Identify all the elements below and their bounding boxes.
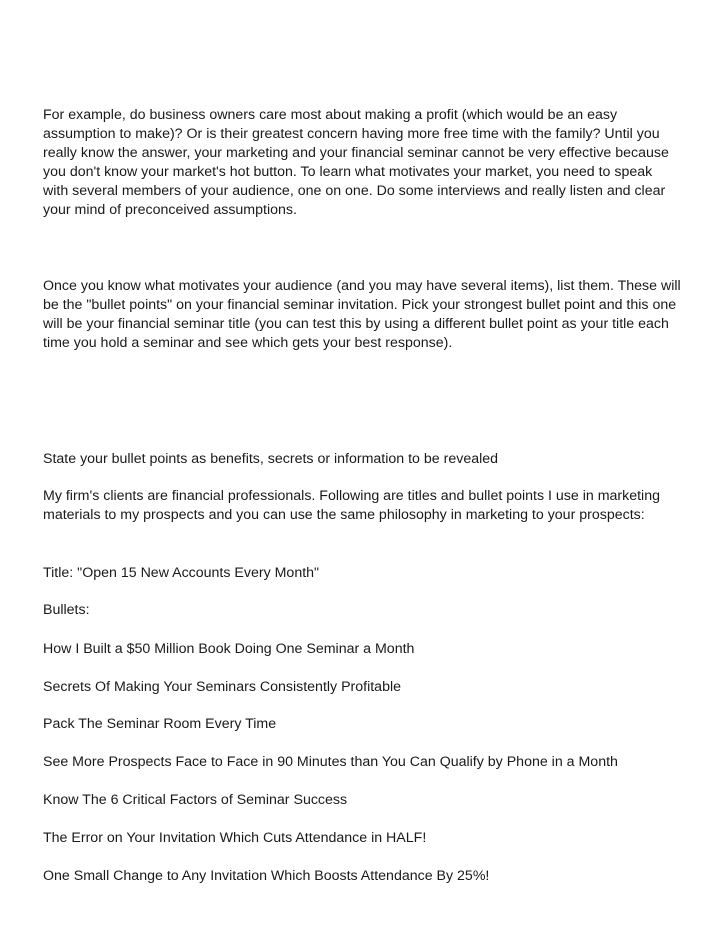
paragraph-firm-clients bbox=[43, 487, 703, 525]
paragraph-line: your mind of preconceived assumptions. bbox=[43, 202, 297, 218]
state-bullet-points-line: State your bullet points as benefits, secrets or information to be revealed bbox=[43, 451, 499, 467]
paragraph-line: materials to my prospects and you can use the same philosophy in marketing to your prospects: bbox=[43, 507, 645, 523]
paragraph-line: with several members of your audience, one on one. Do some interviews and really listen and clear bbox=[43, 183, 666, 199]
paragraph-line: assumption to make)? Or is their greatest concern having more free time with the family? Until you bbox=[43, 126, 660, 142]
bullet-item: Pack The Seminar Room Every Time bbox=[43, 716, 277, 732]
bullets-heading: Bullets: bbox=[43, 602, 90, 618]
paragraph-line: be the "bullet points" on your financial seminar invitation. Pick your strongest bullet point and this one bbox=[43, 297, 677, 313]
bullet-item: One Small Change to Any Invitation Which Boosts Attendance By 25%! bbox=[43, 868, 490, 884]
bullet-item: Secrets Of Making Your Seminars Consistently Profitable bbox=[43, 679, 402, 695]
paragraph-line: really know the answer, your marketing and your financial seminar cannot be very effective because bbox=[43, 145, 669, 161]
paragraph-line: For example, do business owners care most about making a profit (which would be an easy bbox=[43, 107, 618, 123]
paragraph-bullet-points bbox=[43, 277, 703, 353]
paragraph-line: Once you know what motivates your audience (and you may have several items), list them. These will bbox=[43, 278, 681, 294]
bullet-item: The Error on Your Invitation Which Cuts Attendance in HALF! bbox=[43, 830, 427, 846]
paragraph-line: time you hold a seminar and see which gets your best response). bbox=[43, 335, 453, 351]
paragraph-line: My firm's clients are financial professionals. Following are titles and bullet points I use in marketing bbox=[43, 488, 660, 504]
bullet-item: How I Built a $50 Million Book Doing One Seminar a Month bbox=[43, 641, 415, 657]
paragraph-market-motivation bbox=[43, 106, 703, 220]
bullet-item: See More Prospects Face to Face in 90 Minutes than You Can Qualify by Phone in a Month bbox=[43, 754, 618, 770]
bullet-item: Know The 6 Critical Factors of Seminar Success bbox=[43, 792, 348, 808]
paragraph-line: will be your financial seminar title (you can test this by using a different bullet point as your title each bbox=[43, 316, 669, 332]
title-line: Title: "Open 15 New Accounts Every Month" bbox=[43, 565, 320, 581]
paragraph-line: you don't know your market's hot button. To learn what motivates your market, you need to speak bbox=[43, 164, 653, 180]
